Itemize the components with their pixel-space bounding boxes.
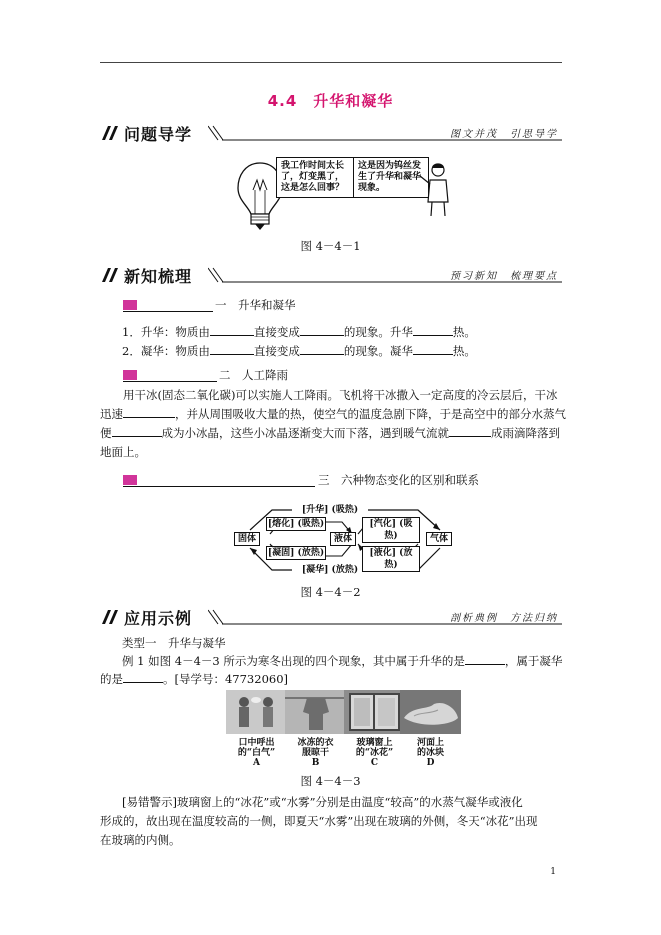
- page-number: 1: [550, 867, 556, 877]
- section-flag-icon: [100, 124, 120, 142]
- topic-marker: [123, 370, 217, 380]
- speech-bubble-left: 我工作时间太长了，灯变黑了，这是怎么回事？: [276, 157, 354, 198]
- photo-river-ice-illustration: [400, 690, 461, 734]
- label-vaporization: [汽化] (吸热): [362, 517, 420, 543]
- paragraph-line: 地面上。: [100, 445, 146, 459]
- photo-label-b: 冰冻的衣 服晾干 B: [297, 738, 334, 768]
- topic-marker: [123, 300, 213, 310]
- photo-label-a: 口中呼出 的“白气” A: [237, 738, 276, 768]
- section-title: 新知梳理: [124, 267, 193, 286]
- warning-line: [易错警示]玻璃窗上的“冰花”或“水雾”分别是由温度“较高”的水蒸气凝华或液化: [122, 795, 523, 809]
- node-solid: 固体: [234, 532, 260, 546]
- topic-label: 一 升华和凝华: [215, 298, 296, 312]
- example-question: 的是 。[导学号：47732060]: [100, 672, 289, 686]
- line-sublimation: 1．升华：物质由 直接变成 的现象。升华 热。: [122, 325, 476, 339]
- photo-frozen-clothes-illustration: [285, 690, 346, 734]
- node-liquid: 液体: [330, 532, 356, 546]
- section-flag-icon: [100, 266, 120, 284]
- warning-line: 在玻璃的内侧。: [100, 833, 181, 847]
- example-type: 类型一 升华与凝华: [122, 636, 226, 650]
- paragraph-line: 迅速 ，并从周围吸收大量的热，使空气的温度急剧下降，于是高空中的部分水蒸气: [100, 407, 566, 421]
- header-rule: [100, 62, 562, 63]
- teacher-figure-icon: [418, 160, 454, 218]
- speech-bubble-right: 这是因为钨丝发生了升华和凝华现象。: [353, 157, 429, 198]
- warning-line: 形成的，故出现在温度较高的一侧，即夏天“水雾”出现在玻璃的外侧，冬天“冰花”出现: [100, 814, 538, 828]
- label-freezing: [凝固] (放热): [267, 548, 325, 558]
- figure-caption: 图 4－4－1: [300, 239, 361, 253]
- line-deposition: 2．凝华：物质由 直接变成 的现象。凝华 热。: [122, 344, 476, 358]
- section-title: 应用示例: [124, 609, 193, 628]
- example-question: 例 1 如图 4－4－3 所示为寒冬出现的四个现象，其中属于升华的是 ，属于凝华: [122, 654, 563, 668]
- page-title: 4.4 升华和凝华: [267, 92, 394, 110]
- section-header-xinzhi: [100, 264, 562, 286]
- node-gas: 气体: [426, 532, 452, 546]
- topic-label: 二 人工降雨: [219, 368, 288, 382]
- section-flag-icon: [100, 608, 120, 626]
- section-header-wenti: [100, 122, 562, 144]
- topic-label: 三 六种物态变化的区别和联系: [318, 473, 479, 487]
- paragraph-line: 用干冰(固态二氧化碳)可以实施人工降雨。飞机将干冰撒入一定高度的冷云层后，干冰: [123, 388, 558, 402]
- label-liquefaction: [液化] (放热): [362, 546, 420, 572]
- label-melting: [熔化] (吸热): [267, 519, 325, 529]
- photo-breath-illustration: [226, 690, 287, 734]
- section-title: 问题导学: [124, 125, 193, 144]
- photo-label-d: 河面上 的冰块 D: [416, 738, 444, 768]
- photo-window-frost-illustration: [344, 690, 405, 734]
- photo-label-c: 玻璃窗上 的“冰花” C: [355, 738, 394, 768]
- section-subtitle: 预习新知 梳理要点: [450, 271, 558, 282]
- topic-marker: [123, 475, 315, 485]
- section-subtitle: 图文并茂 引思导学: [450, 129, 558, 140]
- figure-caption: 图 4－4－2: [300, 585, 361, 599]
- paragraph-line: 便 成为小冰晶，这些小冰晶逐渐变大而下落，遇到暖气流就 成雨滴降落到: [100, 426, 560, 440]
- figure-caption: 图 4－4－3: [300, 774, 361, 788]
- section-header-yingyong: [100, 606, 562, 628]
- section-subtitle: 剖析典例 方法归纳: [450, 613, 558, 624]
- label-sublimation: [升华] (吸热): [292, 504, 368, 516]
- label-deposition: [凝华] (放热): [292, 564, 368, 576]
